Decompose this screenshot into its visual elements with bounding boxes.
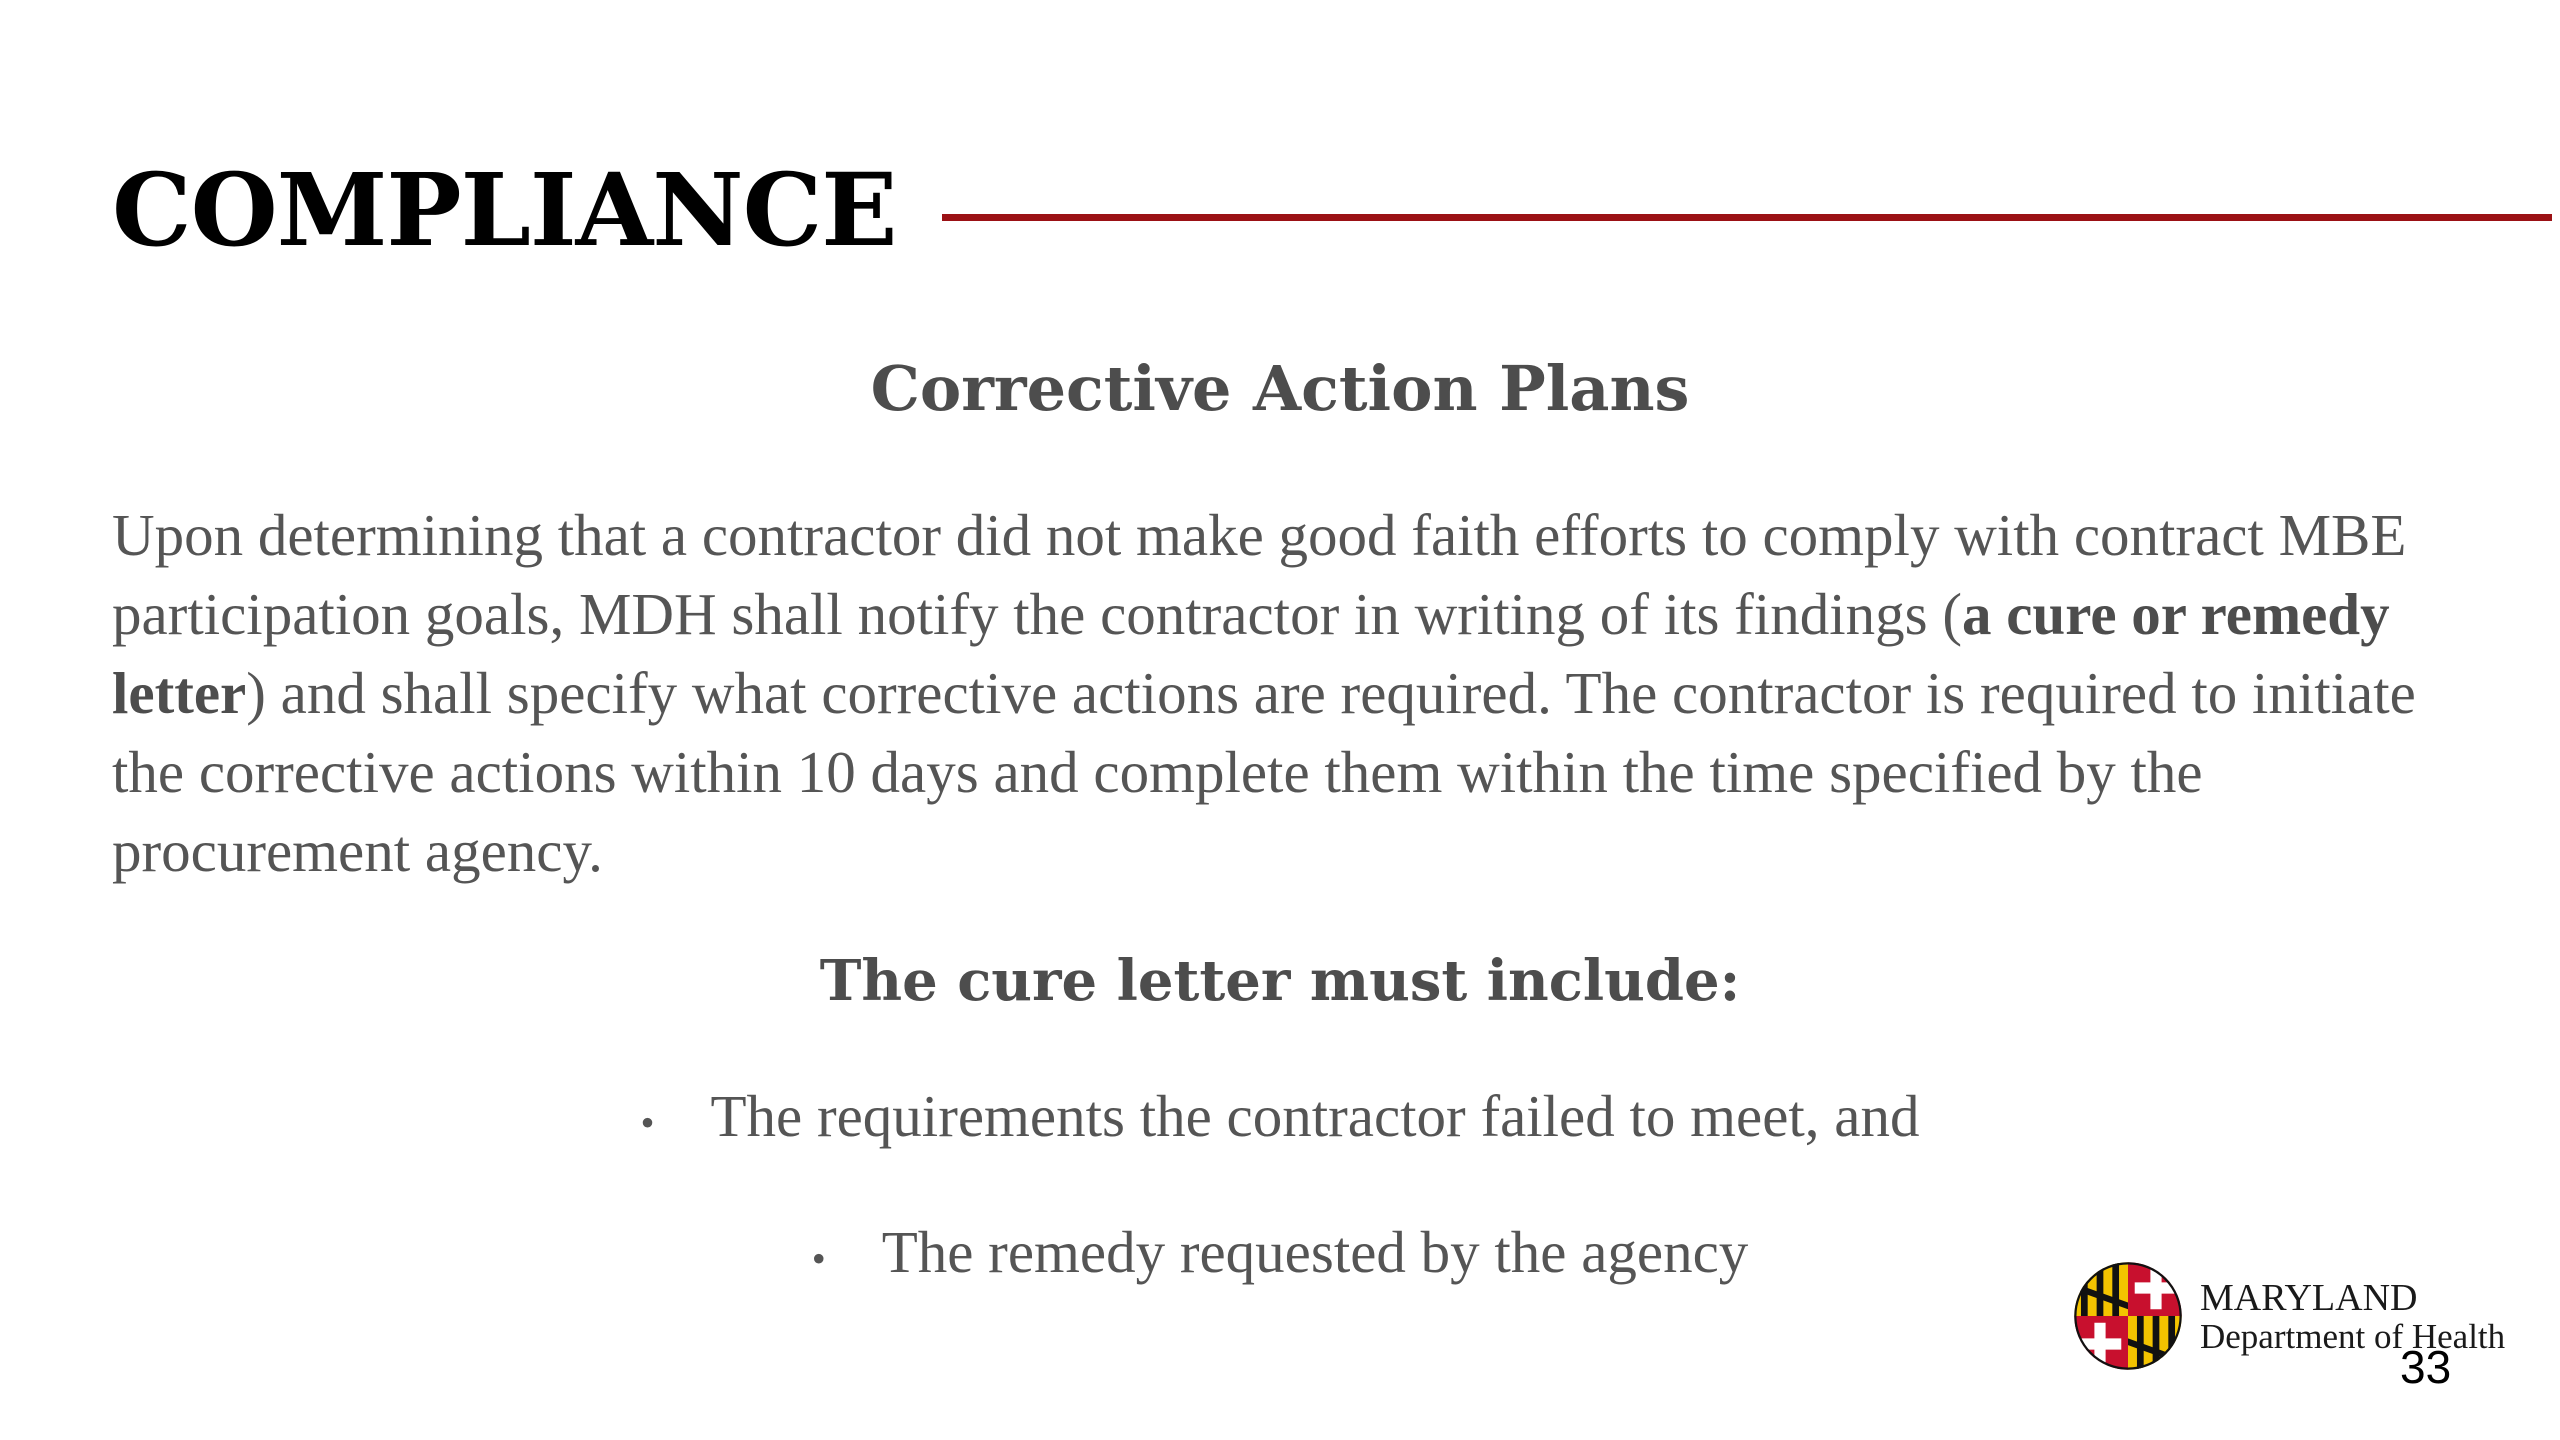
logo-line-department: Department of Health [2200,1316,2506,1356]
body-text-bold: a cure or remedy letter [112,581,2390,726]
list-item-text: The remedy requested by the agency [881,1219,1749,1285]
body-paragraph [112,496,2442,891]
section-subtitle: Corrective Action Plans [870,352,1690,425]
list-item [0,1082,2560,1218]
list-heading: The cure letter must include: [819,948,1741,1014]
slide-title: COMPLIANCE [112,151,897,269]
body-text-part1: Upon determining that a contractor did not make good faith efforts to comply with contract MBE participation goals, MDH shall notify the contractor in writing of its findings ( [112,502,2407,647]
logo-line-maryland: MARYLAND [2200,1276,2418,1319]
body-text-part2: ) and shall specify what corrective actions are required. The contractor is required to initiate the corrective actions within 10 days and complete them within the time specified by the procurement agency. [112,660,2416,884]
title-row [112,150,2552,270]
page-number: 33 [2400,1341,2452,1393]
bullet-icon: • [640,1100,655,1145]
list-item-text: The requirements the contractor failed to meet, and [710,1083,1920,1149]
title-rule [942,214,2552,221]
bullet-icon: • [811,1236,826,1281]
maryland-seal-icon [2072,1260,2184,1372]
